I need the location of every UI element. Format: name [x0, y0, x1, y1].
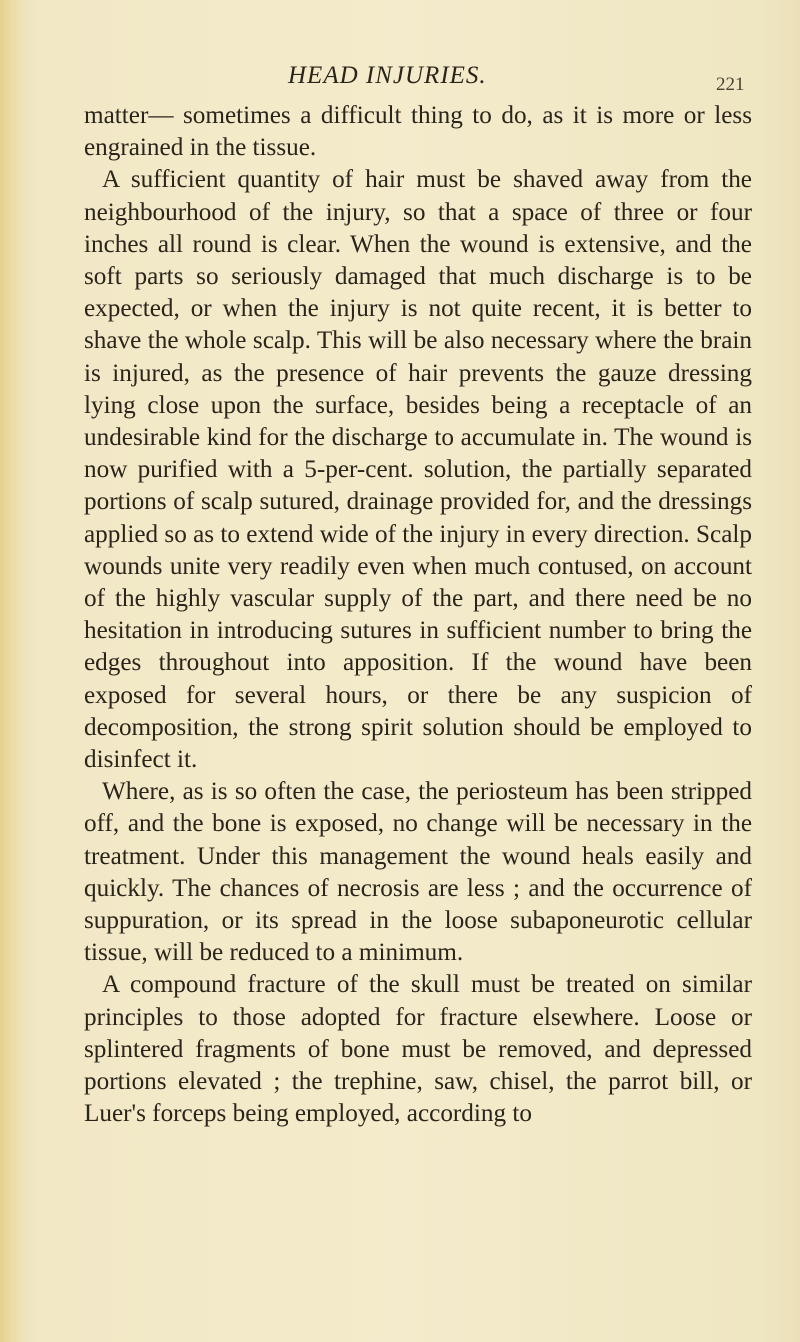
paragraph: A sufficient quantity of hair must be shaved away from the neighbourhood of the injury, so that a space of three or four inches all round is clear. When the wound is extensive, and the soft parts so seriously damaged that much discharge is to be expected, or when the injury is not quite recent, it is better to shave the whole scalp. This will be also necessary where the brain is injured, as the presence of hair prevents the gauze dressing lying close upon the surface, besides being a receptacle of an undesirable kind for the discharge to accumulate in. The wound is now purified with a 5-per-cent. solution, the partially separated portions of scalp sutured, drainage provided for, and the dressings applied so as to extend wide of the injury in every direction. Scalp wounds unite very readily even when much contused, on account of the highly vascular supply of the part, and there need be no hesitation in introducing sutures in sufficient number to bring the edges throughout into apposition. If the wound have been exposed for several hours, or there be any suspicion of decomposition, the strong spirit solution should be employed to disinfect it. [84, 166, 752, 774]
page-number: 221 [716, 74, 745, 95]
paragraph: Where, as is so often the case, the periosteum has been stripped off, and the bone is exposed, no change will be necessary in the treatment. Under this management the wound heals easily and quickly. The chances of necrosis are less ; and the occurrence of suppuration, or its spread in the loose subaponeurotic cellular tissue, will be reduced to a minimum. [84, 778, 752, 967]
body-text [84, 100, 752, 1131]
paragraph: A compound fracture of the skull must be treated on similar principles to those adopted for fracture elsewhere. Loose or splintered fragments of bone must be removed, and depressed portions elevated ; the trephine, saw, chisel, the parrot bill, or Luer's forceps being employed, according to [84, 971, 752, 1128]
paragraph: matter— sometimes a difficult thing to do, as it is more or less engrained in the tissue. [84, 102, 752, 162]
page-header [0, 62, 800, 102]
page-binding-edge [0, 0, 22, 1342]
running-head: HEAD INJURIES. [288, 62, 487, 89]
